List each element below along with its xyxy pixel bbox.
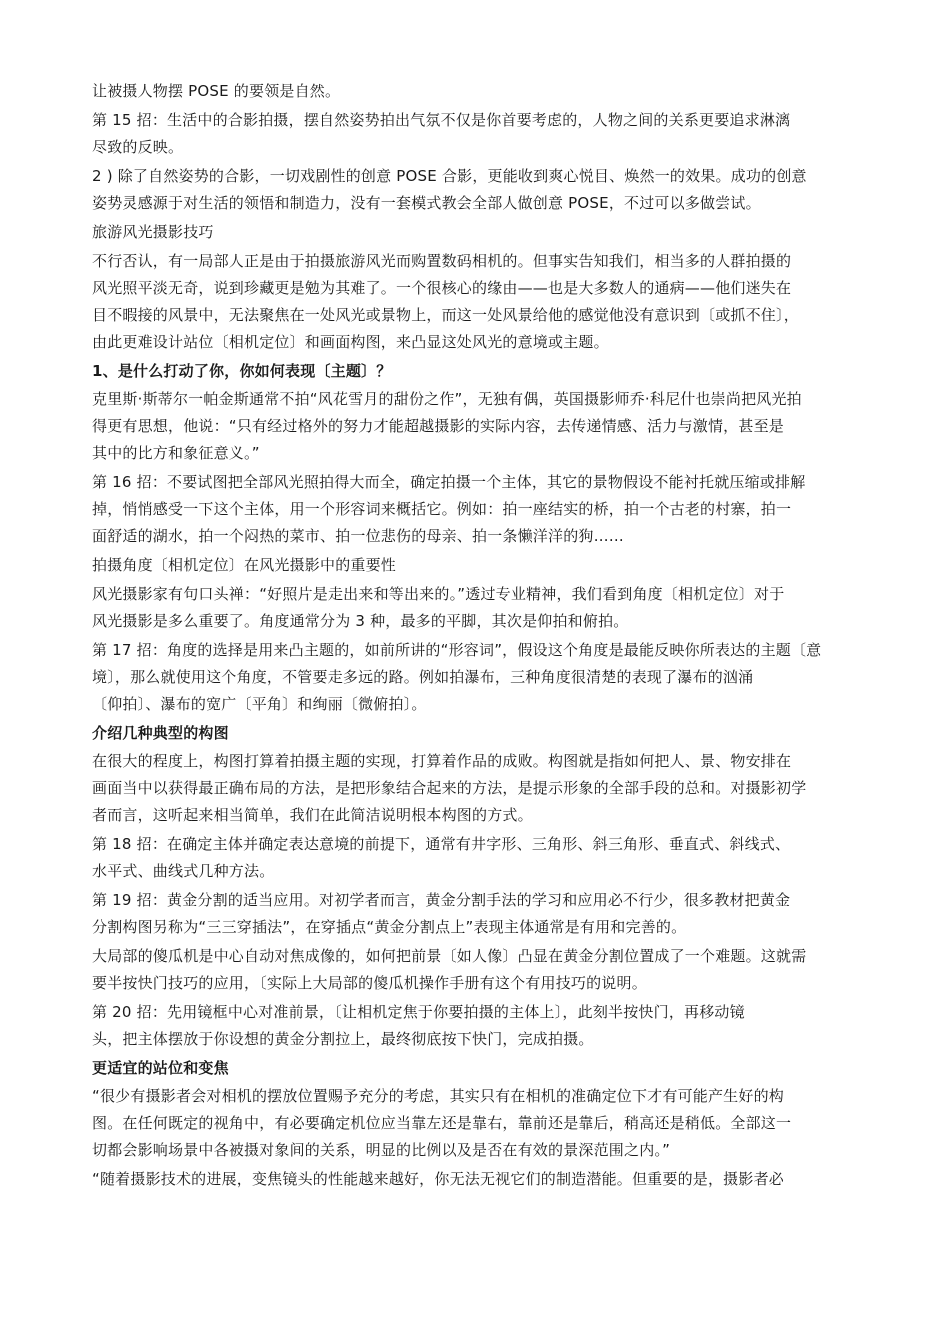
paragraph	[92, 999, 868, 1053]
text-line: 拍摄角度〔相机定位〕在风光摄影中的重要性	[92, 556, 397, 574]
text-line: 掉，悄悄感受一下这个主体，用一个形容词来概括它。例如：拍一座结实的桥，拍一个古老的村寨，拍一	[92, 500, 792, 518]
text-line: 第 16 招：不要试图把全部风光照拍得大而全，确定拍摄一个主体，其它的景物假设不能衬托就压缩或排解	[92, 473, 806, 491]
document-body	[92, 78, 868, 1193]
text-line: 〔仰拍〕、瀑布的宽广〔平角〕和绚丽〔微俯拍〕。	[92, 695, 427, 713]
paragraph	[92, 831, 868, 885]
paragraph	[92, 1083, 868, 1164]
paragraph	[92, 1166, 868, 1193]
text-line: 第 17 招：角度的选择是用来凸主题的，如前所讲的“形容词”，假设这个角度是最能反映你所表达的主题〔意	[92, 641, 822, 659]
text-line: 风光摄影家有句口头禅：“好照片是走出来和等出来的。”透过专业精神，我们看到角度〔相机定位〕对于	[92, 585, 785, 603]
paragraph	[92, 469, 868, 550]
paragraph	[92, 78, 868, 105]
text-line: 大局部的傻瓜机是中心自动对焦成像的，如何把前景〔如人像〕凸显在黄金分割位置成了一个难题。这就需	[92, 947, 807, 965]
text-line: 图。在任何既定的视角中，有必要确定机位应当靠左还是靠右，靠前还是靠后，稍高还是稍低。全部这一	[92, 1114, 792, 1132]
text-line: 第 15 招：生活中的合影拍摄，摆自然姿势拍出气氛不仅是你首要考虑的，人物之间的关系更要追求淋漓	[92, 111, 791, 129]
text-line: 水平式、曲线式几种方法。	[92, 862, 275, 880]
paragraph	[92, 637, 868, 718]
text-line: 2 ) 除了自然姿势的合影，一切戏剧性的创意 POSE 合影，更能收到爽心悦目、焕然一的效果。成功的创意	[92, 167, 807, 185]
paragraph	[92, 552, 868, 579]
text-line: 第 18 招：在确定主体并确定表达意境的前提下，通常有井字形、三角形、斜三角形、垂直式、斜线式、	[92, 835, 791, 853]
text-line: 其中的比方和象征意义。”	[92, 444, 260, 462]
text-line: 更适宜的站位和变焦	[92, 1059, 229, 1077]
paragraph	[92, 943, 868, 997]
text-line: 旅游风光摄影技巧	[92, 223, 214, 241]
text-line: 克里斯·斯蒂尔一帕金斯通常不拍“风花雪月的甜份之作”，无独有偶，英国摄影师乔·科尼什也崇尚把风光拍	[92, 390, 802, 408]
text-line: 第 20 招：先用镜框中心对准前景，〔让相机定焦于你要拍摄的主体上〕，此刻半按快门，再移动镜	[92, 1003, 745, 1021]
section-heading	[92, 1055, 868, 1082]
text-line: 目不暇接的风景中，无法聚焦在一处风光或景物上，而这一处风景给他的感觉他没有意识到〔或抓不住〕，	[92, 306, 799, 324]
text-line: 让被摄人物摆 POSE 的要领是自然。	[92, 82, 341, 100]
text-line: 得更有思想，他说：“只有经过格外的努力才能超越摄影的实际内容，去传递情感、活力与激情，甚至是	[92, 417, 784, 435]
text-line: 不行否认，有一局部人正是由于拍摄旅游风光而购置数码相机的。但事实告知我们，相当多的人群拍摄的	[92, 252, 792, 270]
text-line: 第 19 招：黄金分割的适当应用。对初学者而言，黄金分割手法的学习和应用必不行少，很多教材把黄金	[92, 891, 791, 909]
text-line: 姿势灵感源于对生活的领悟和制造力，没有一套模式教会全部人做创意 POSE，不过可以多做尝试。	[92, 194, 761, 212]
text-line: 介绍几种典型的构图	[92, 724, 229, 742]
text-line: 由此更难设计站位〔相机定位〕和画面构图，来凸显这处风光的意境或主题。	[92, 333, 609, 351]
text-line: 境〕，那么就使用这个角度，不管要走多远的路。例如拍瀑布，三种角度很清楚的表现了瀑布的汹涌	[92, 668, 754, 686]
text-line: 面舒适的湖水，拍一个闷热的菜市、拍一位悲伤的母亲、拍一条懒洋洋的狗……	[92, 527, 625, 545]
text-line: 风光照平淡无奇，说到珍藏更是勉为其难了。一个很核心的缘由——也是大多数人的通病——他们迷失在	[92, 279, 792, 297]
paragraph	[92, 107, 868, 161]
text-line: 分割构图另称为“三三穿插法”，在穿插点“黄金分割点上”表现主体通常是有用和完善的。	[92, 918, 687, 936]
text-line: 切都会影响场景中各被摄对象间的关系，明显的比例以及是否在有效的景深范围之内。”	[92, 1141, 671, 1159]
text-line: “随着摄影技术的进展，变焦镜头的性能越来越好，你无法无视它们的制造潜能。但重要的是，摄影者必	[92, 1170, 784, 1188]
paragraph	[92, 163, 868, 217]
paragraph	[92, 581, 868, 635]
paragraph	[92, 748, 868, 829]
paragraph	[92, 248, 868, 356]
paragraph	[92, 887, 868, 941]
text-line: 头，把主体摆放于你设想的黄金分割拉上，最终彻底按下快门，完成拍摄。	[92, 1030, 594, 1048]
text-line: 风光摄影是多么重要了。角度通常分为 3 种，最多的平脚，其次是仰拍和俯拍。	[92, 612, 629, 630]
text-line: 者而言，这听起来相当简单，我们在此简洁说明根本构图的方式。	[92, 806, 533, 824]
text-line: 画面当中以获得最正确布局的方法，是把形象结合起来的方法，是提示形象的全部手段的总和。对摄影初学	[92, 779, 807, 797]
paragraph	[92, 386, 868, 467]
paragraph	[92, 219, 868, 246]
text-line: 尽致的反映。	[92, 138, 184, 156]
text-line: 1、是什么打动了你，你如何表现〔主题〕？	[92, 362, 392, 380]
text-line: “很少有摄影者会对相机的摆放位置赐予充分的考虑，其实只有在相机的准确定位下才有可能产生好的构	[92, 1087, 784, 1105]
section-heading	[92, 720, 868, 747]
text-line: 要半按快门技巧的应用，〔实际上大局部的傻瓜机操作手册有这个有用技巧的说明。	[92, 974, 647, 992]
text-line: 在很大的程度上，构图打算着拍摄主题的实现，打算着作品的成败。构图就是指如何把人、景、物安排在	[92, 752, 792, 770]
section-heading	[92, 358, 868, 385]
